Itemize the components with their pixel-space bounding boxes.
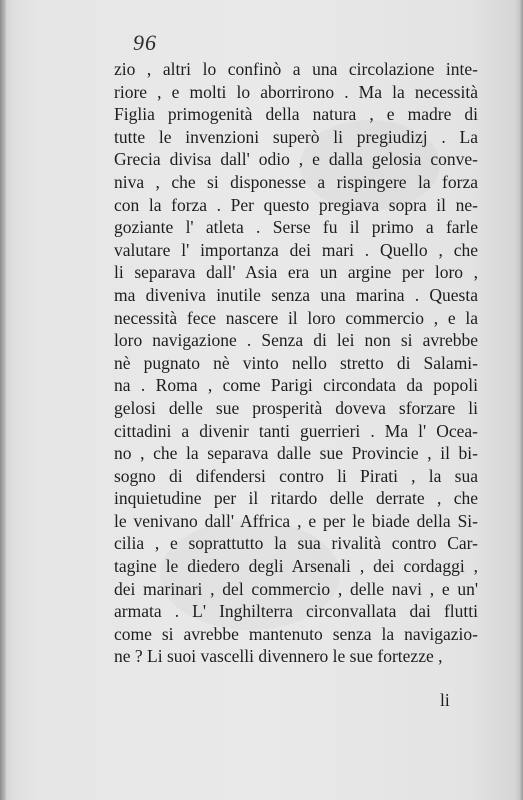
text-line: no , che la separava dalle sue Provincie , il bi-: [114, 443, 478, 464]
text-line: con la forza . Per questo pregiava sopra il ne-: [114, 194, 478, 215]
text-line: zio , altri lo confinò a una circolazione inte-: [114, 59, 478, 79]
text-line: valutare l' importanza dei mari . Quello , che: [114, 239, 478, 260]
text-line: nè pugnato nè vinto nello stretto di Salami-: [114, 352, 478, 373]
text-line: goziante l' atleta . Serse fu il primo a farle: [114, 217, 478, 238]
text-line: cilia , e soprattutto la sua rivalità contro Car-: [114, 533, 478, 554]
text-line: Grecia divisa dall' odio , e dalla gelosia conve-: [114, 149, 478, 170]
text-line: niva , che si disponesse a rispingere la forza: [114, 171, 478, 192]
text-line: inquietudine per il ritardo delle derrate , che: [114, 488, 478, 509]
catchword: li: [440, 690, 450, 710]
text-line: come si avrebbe mantenuto senza la navigazio-: [114, 623, 478, 644]
text-line: tagine le diedero degli Arsenali , dei cordaggi ,: [114, 556, 478, 577]
page-right-edge: [519, 0, 523, 800]
text-line: armata . L' Inghilterra circonvallata dai flutti: [114, 601, 478, 622]
text-line: gelosi delle sue prosperità doveva sforzare li: [114, 397, 478, 418]
text-line: tutte le invenzioni superò li pregiudizj . La: [114, 126, 478, 147]
text-line: sogno di difendersi contro li Pirati , la sua: [114, 465, 478, 486]
page-left-edge: [0, 0, 6, 800]
body-text: [114, 58, 484, 668]
text-line: na . Roma , come Parigi circondata da popoli: [114, 375, 478, 396]
text-line: ma diveniva inutile senza una marina . Questa: [114, 284, 478, 305]
text-line: Figlia primogenità della natura , e madre di: [114, 104, 478, 125]
text-line: cittadini a divenir tanti guerrieri . Ma l' Ocea-: [114, 420, 478, 441]
text-line: le venivano dall' Affrica , e per le biade della Si-: [114, 510, 478, 531]
text-line: li separava dall' Asia era un argine per loro ,: [114, 262, 478, 283]
text-line: ne ? Li suoi vascelli divennero le sue fortezze ,: [114, 646, 443, 667]
page-number: 96: [133, 30, 157, 55]
text-line: loro navigazione . Senza di lei non si avrebbe: [114, 330, 478, 351]
text-line: dei marinari , del commercio , delle navi , e un': [114, 578, 478, 599]
text-line: riore , e molti lo aborrirono . Ma la necessità: [114, 81, 478, 102]
text-line: necessità fece nascere il loro commercio , e la: [114, 307, 478, 328]
